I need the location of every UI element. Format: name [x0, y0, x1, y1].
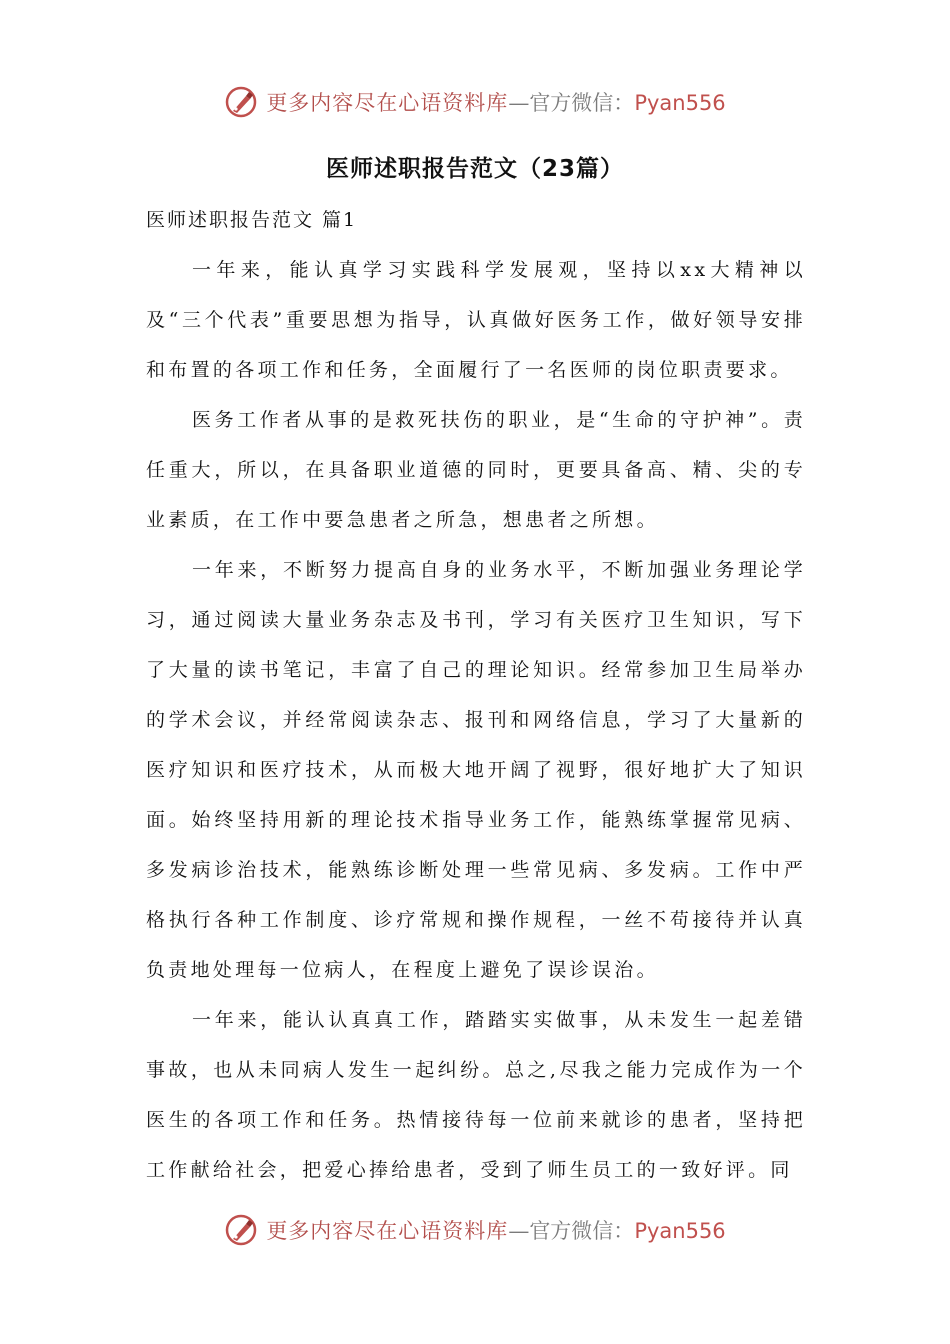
paragraph-1: 一年来，能认真学习实践科学发展观，坚持以xx大精神以及“三个代表”重要思想为指导，认真做好医务工作，做好领导安排和布置的各项工作和任务，全面履行了一名医师的岗位职责要求。 [146, 259, 806, 381]
section-heading: 医师述职报告范文 篇1 [146, 209, 358, 231]
watermark-site-text: 更多内容尽在心语资料库 [266, 1219, 509, 1243]
pen-nib-circle-icon [224, 1213, 258, 1247]
footer-watermark [0, 1208, 950, 1252]
paragraph-2: 医务工作者从事的是救死扶伤的职业，是“生命的守护神”。责任重大，所以，在具备职业道德的同时，更要具备高、精、尖的专业素质，在工作中要急患者之所急，想患者之所想。 [146, 409, 806, 531]
header-watermark [0, 80, 950, 124]
watermark-label: 官方微信： [529, 91, 635, 115]
watermark-site-text: 更多内容尽在心语资料库 [266, 91, 509, 115]
paragraph-4: 一年来，能认认真真工作，踏踏实实做事，从未发生一起差错事故，也从未同病人发生一起纠纷。总之,尽我之能力完成作为一个医生的各项工作和任务。热情接待每一位前来就诊的患者，坚持把工作献给社会，把爱心捧给患者，受到了师生员工的一致好评。同 [146, 1009, 806, 1181]
paragraph-3: 一年来，不断努力提高自身的业务水平，不断加强业务理论学习，通过阅读大量业务杂志及书刊，学习有关医疗卫生知识，写下了大量的读书笔记，丰富了自己的理论知识。经常参加卫生局举办的学术会议，并经常阅读杂志、报刊和网络信息，学习了大量新的医疗知识和医疗技术，从而极大地开阔了视野，很好地扩大了知识面。始终坚持用新的理论技术指导业务工作，能熟练掌握常见病、多发病诊治技术，能熟练诊断处理一些常见病、多发病。工作中严格执行各种工作制度、诊疗常规和操作规程，一丝不苟接待并认真负责地处理每一位病人，在程度上避免了误诊误治。 [146, 559, 806, 981]
watermark-wechat-id: Pyan556 [634, 91, 726, 115]
watermark-wechat-id: Pyan556 [634, 1219, 726, 1243]
watermark-dash: — [508, 91, 530, 115]
watermark-dash: — [508, 1219, 530, 1243]
document-body [146, 195, 806, 1195]
pen-nib-circle-icon [224, 85, 258, 119]
watermark-label: 官方微信： [529, 1219, 635, 1243]
document-title: 医师述职报告范文（23篇） [325, 156, 624, 182]
